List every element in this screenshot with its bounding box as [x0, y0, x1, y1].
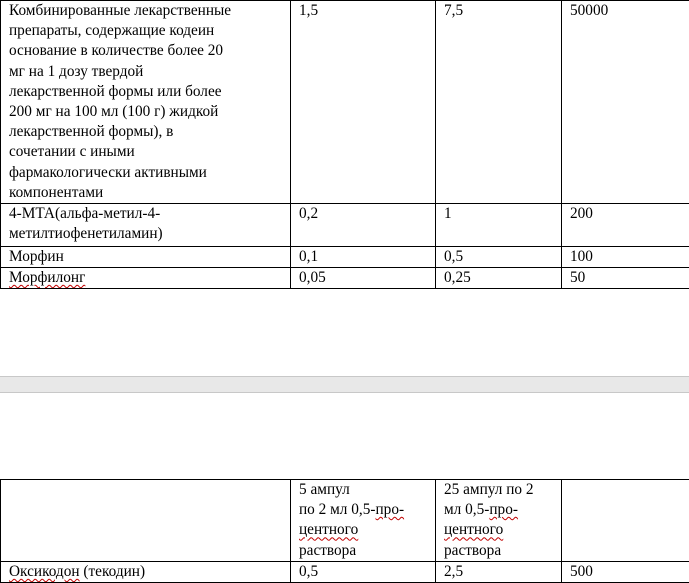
quantity-value: 0,05 [299, 269, 326, 286]
header-empty-cell[interactable] [562, 480, 689, 562]
substance-name: Морфилонг [9, 269, 85, 286]
quantity-value: 50 [570, 269, 585, 286]
quantity-cell[interactable] [562, 247, 689, 268]
quantity-value: 1,5 [299, 2, 318, 19]
table-row [1, 247, 689, 268]
substance-table-top [0, 0, 689, 289]
header-text: центного [444, 521, 503, 538]
quantity-cell[interactable] [291, 1, 436, 204]
quantity-value: 0,2 [299, 205, 318, 222]
table-row [1, 1, 689, 204]
header-text: центного [299, 521, 358, 538]
substance-name: Оксикодон [9, 563, 80, 580]
substance-table-bottom [0, 479, 689, 583]
substance-name-cell[interactable] [1, 247, 291, 268]
document-page-bottom [0, 393, 689, 581]
quantity-value: 0,5 [299, 563, 318, 580]
substance-name-cell[interactable] [1, 204, 291, 247]
header-line: 25 ампул по 2 [444, 480, 561, 500]
quantity-cell[interactable] [436, 268, 562, 289]
substance-name: Морфин [9, 248, 64, 265]
quantity-value: 100 [570, 248, 593, 265]
header-empty-cell[interactable] [1, 480, 291, 562]
substance-name-suffix: (текодин) [80, 563, 146, 580]
quantity-value: 50000 [570, 2, 608, 19]
header-text: по 2 мл 0,5- [299, 501, 375, 518]
quantity-value: 200 [570, 205, 593, 222]
header-line [444, 500, 561, 520]
header-text: мл 0,5- [444, 501, 489, 518]
quantity-cell[interactable] [436, 247, 562, 268]
substance-name: 4-МТА(альфа-метил-4- метилтиофенетиламин) [9, 205, 163, 242]
quantity-cell[interactable] [562, 268, 689, 289]
table-header-row [1, 480, 689, 562]
header-line: раствора [444, 541, 561, 561]
header-line [444, 520, 561, 540]
quantity-value: 500 [570, 563, 593, 580]
quantity-cell[interactable] [291, 562, 436, 583]
page-break-gap [0, 376, 689, 393]
quantity-cell[interactable] [291, 204, 436, 247]
header-line: раствора [299, 541, 435, 561]
table-row [1, 204, 689, 247]
quantity-cell[interactable] [562, 204, 689, 247]
quantity-cell[interactable] [562, 562, 689, 583]
table-row [1, 268, 689, 289]
quantity-cell[interactable] [562, 1, 689, 204]
quantity-value: 2,5 [444, 563, 463, 580]
header-cell-large-qty[interactable] [436, 480, 562, 562]
quantity-value: 1 [444, 205, 452, 222]
header-text: про- [375, 501, 404, 518]
header-line [299, 520, 435, 540]
table-row [1, 562, 689, 583]
quantity-value: 0,1 [299, 248, 318, 265]
substance-name-cell[interactable] [1, 562, 291, 583]
header-text: про- [489, 501, 518, 518]
quantity-cell[interactable] [436, 562, 562, 583]
substance-name-cell[interactable] [1, 268, 291, 289]
quantity-cell[interactable] [436, 1, 562, 204]
header-line [299, 500, 435, 520]
header-line: 5 ампул [299, 480, 435, 500]
quantity-value: 0,5 [444, 248, 463, 265]
quantity-value: 7,5 [444, 2, 463, 19]
substance-name-cell[interactable] [1, 1, 291, 204]
quantity-cell[interactable] [436, 204, 562, 247]
quantity-cell[interactable] [291, 268, 436, 289]
substance-name: Комбинированные лекарственные препараты, содержащие кодеин основание в количестве более 20 мг на 1 дозу твердой лекарственной формы или более 200 мг на 100 мл (100 г) жидкой лекарственной формы), в сочетании с иными фармакологически активными компонентами [9, 2, 231, 201]
quantity-cell[interactable] [291, 247, 436, 268]
header-cell-small-qty[interactable] [291, 480, 436, 562]
quantity-value: 0,25 [444, 269, 471, 286]
